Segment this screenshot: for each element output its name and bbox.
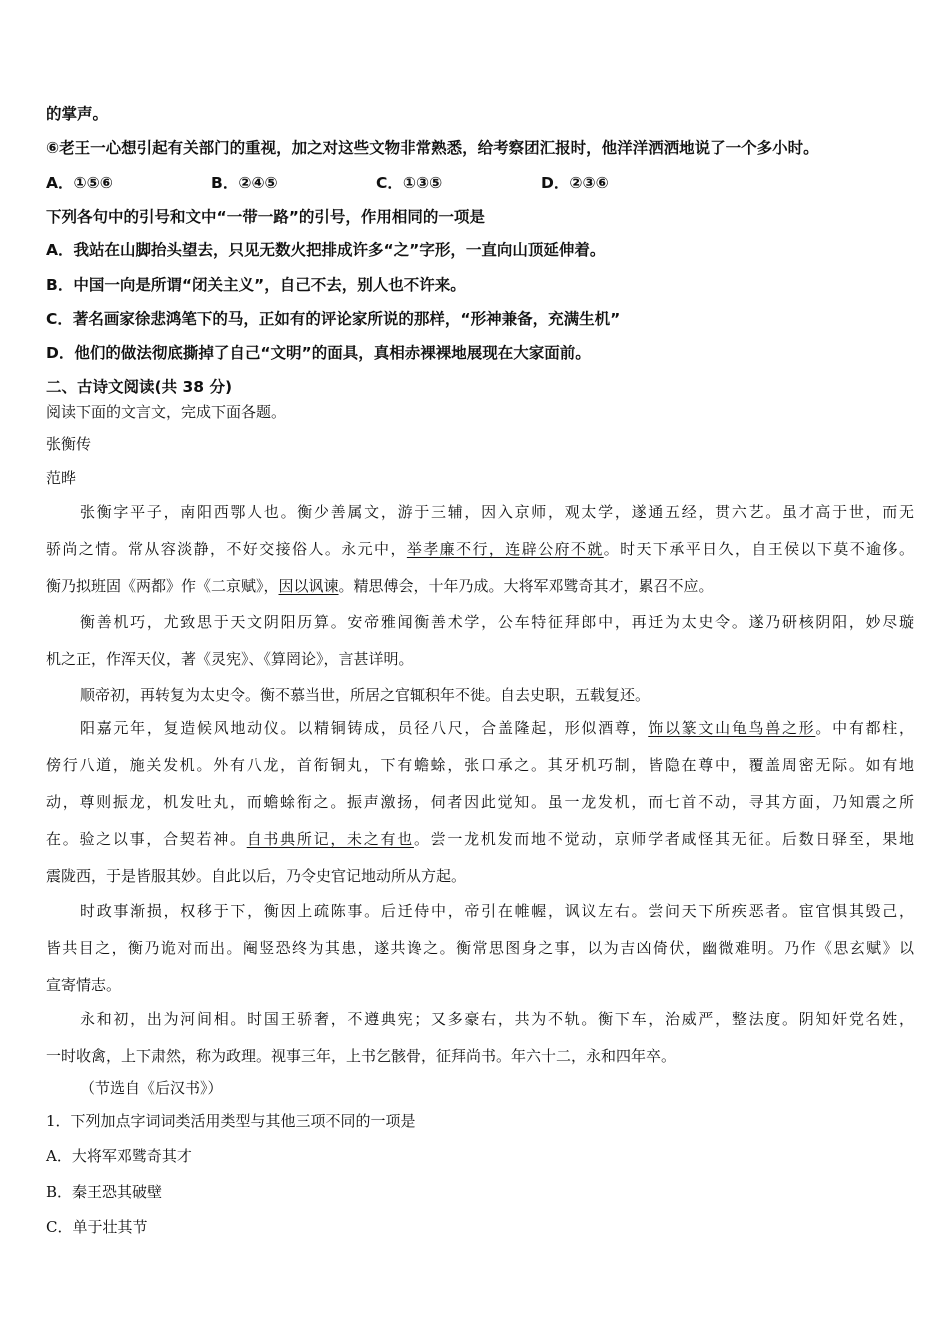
- underlined-sentence: 饰以篆文山龟鸟兽之形: [648, 719, 816, 737]
- underlined-sentence: 举孝廉不行，连辟公府不就: [406, 540, 604, 558]
- option-b[interactable]: B．中国一向是所谓“闭关主义”，自己不去，别人也不许来。: [46, 276, 466, 294]
- instruction: 阅读下面的文言文，完成下面各题。: [46, 403, 287, 421]
- question-1-option-c[interactable]: C．单于壮其节: [46, 1218, 148, 1236]
- section-heading: 二、古诗文阅读(共 38 分): [46, 378, 233, 396]
- passage-line: 动，尊则振龙，机发吐丸，而蟾蜍衔之。振声激扬，伺者因此觉知。虽一龙发机，而七首不动，寻其方面，乃知震之所: [46, 793, 914, 811]
- passage-line: 骄尚之情。常从容淡静，不好交接俗人。永元中，举孝廉不行，连辟公府不就。时天下承平日久，自王侯以下莫不逾侈。: [46, 540, 914, 558]
- underlined-sentence: 自书典所记，未之有也: [246, 830, 414, 848]
- passage-line: 阳嘉元年，复造候风地动仪。以精铜铸成，员径八尺，合盖隆起，形似酒尊，饰以篆文山龟鸟兽之形。中有都柱，: [80, 719, 914, 737]
- passage-line: 时政事渐损，权移于下，衡因上疏陈事。后迁侍中，帝引在帷幄，讽议左右。尝问天下所疾恶者。宦官惧其毁己，: [80, 902, 914, 920]
- question-1-stem: 1．下列加点字词词类活用类型与其他三项不同的一项是: [46, 1112, 416, 1130]
- underlined-sentence: 因以讽谏: [278, 577, 339, 595]
- passage-line: 永和初，出为河间相。时国王骄奢，不遵典宪；又多豪右，共为不轨。衡下车，治威严，整法度。阴知奸党名姓，: [80, 1010, 914, 1028]
- passage-source: （节选自《后汉书》）: [80, 1079, 223, 1097]
- item-6: ⑥老王一心想引起有关部门的重视，加之对这些文物非常熟悉，给考察团汇报时，他洋洋洒洒地说了一个多小时。: [46, 139, 819, 157]
- passage-line: 宣寄情志。: [46, 976, 122, 994]
- option-d[interactable]: D．他们的做法彻底撕掉了自己“文明”的面具，真相赤裸裸地展现在大家面前。: [46, 344, 591, 362]
- question-1-option-a[interactable]: A．大将军邓骘奇其才: [46, 1147, 192, 1165]
- prev-text-line: 的掌声。: [46, 105, 109, 123]
- passage-line: 在。验之以事，合契若神。自书典所记，未之有也。尝一龙机发而地不觉动，京师学者咸怪其无征。后数日驿至，果地: [46, 830, 914, 848]
- option-c[interactable]: C．①③⑤: [376, 174, 443, 192]
- passage-line: 一时收禽，上下肃然，称为政理。视事三年，上书乞骸骨，征拜尚书。年六十二，永和四年卒。: [46, 1047, 677, 1065]
- option-b[interactable]: B．②④⑤: [211, 174, 278, 192]
- question-1-option-b[interactable]: B．秦王恐其破壁: [46, 1183, 163, 1201]
- passage-author: 范晔: [46, 469, 77, 487]
- passage-line: 顺帝初，再转复为太史令。衡不慕当世，所居之官辄积年不徙。自去史职，五载复还。: [80, 686, 651, 704]
- option-a[interactable]: A．我站在山脚抬头望去，只见无数火把排成许多“之”字形，一直向山顶延伸着。: [46, 241, 606, 259]
- passage-line: 衡乃拟班固《两都》作《二京赋》，因以讽谏。精思傅会，十年乃成。大将军邓骘奇其才，累召不应。: [46, 577, 714, 595]
- passage-line: 张衡字平子，南阳西鄂人也。衡少善属文，游于三辅，因入京师，观太学，遂通五经，贯六艺。虽才高于世，而无: [80, 503, 914, 521]
- option-d[interactable]: D．②③⑥: [541, 174, 609, 192]
- option-c[interactable]: C．著名画家徐悲鸿笔下的马，正如有的评论家所说的那样，“形神兼备，充满生机”: [46, 310, 621, 328]
- passage-line: 机之正，作浑天仪，著《灵宪》、《算罔论》，言甚详明。: [46, 650, 414, 668]
- question-stem: 下列各句中的引号和文中“一带一路”的引号，作用相同的一项是: [46, 208, 485, 226]
- option-a[interactable]: A．①⑤⑥: [46, 174, 113, 192]
- passage-line: 震陇西，于是皆服其妙。自此以后，乃令史官记地动所从方起。: [46, 867, 467, 885]
- passage-title: 张衡传: [46, 435, 92, 453]
- answer-options-row: [46, 171, 706, 193]
- passage-line: 傍行八道，施关发机。外有八龙，首衔铜丸，下有蟾蜍，张口承之。其牙机巧制，皆隐在尊中，覆盖周密无际。如有地: [46, 756, 914, 774]
- passage-line: 衡善机巧，尤致思于天文阴阳历算。安帝雅闻衡善术学，公车特征拜郎中，再迁为太史令。遂乃研核阴阳，妙尽璇: [80, 613, 914, 631]
- passage-line: 皆共目之，衡乃诡对而出。阉竖恐终为其患，遂共谗之。衡常思图身之事，以为吉凶倚伏，幽微难明。乃作《思玄赋》以: [46, 939, 914, 957]
